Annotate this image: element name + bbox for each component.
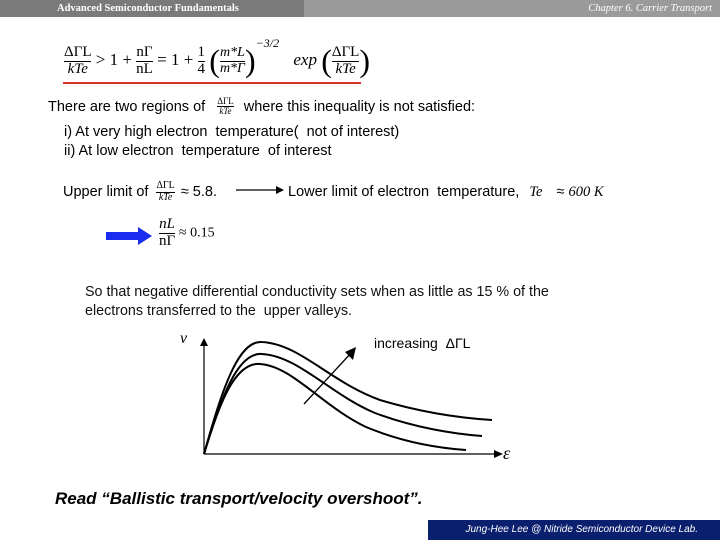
eq-equals: = [157,50,167,69]
graph-x-label: ε [503,443,511,463]
eq-exp: exp [293,50,317,69]
eq-gt: > [95,50,106,69]
eq-paren-close: ) [245,42,256,79]
eq-lhs-den: kTe [64,61,91,78]
upper-frac-den: kTe [156,192,174,204]
list-item-1: i) At very high electron temperature( not of interest) [64,124,400,140]
eq-rhs-num: ΔΓL [331,43,360,60]
list-item-2: ii) At low electron temperature of interest [64,143,332,159]
regions-fraction [217,97,234,117]
ratio-expression [159,217,215,250]
eq-paren-open: ( [209,42,220,79]
lower-limit-label: Lower limit of electron temperature, [288,184,520,200]
eq-n-gamma: nΓ [136,43,153,60]
eq-rhs-fraction [332,45,359,78]
eq-n-l: nL [136,60,153,77]
footer-lab-credit: Jung-Hee Lee @ Nitride Semiconductor Device Lab. [428,520,720,540]
ratio-value: ≈ 0.15 [178,225,215,241]
regions-frac-den: kTe [217,106,234,116]
regions-text-b: where this inequality is not satisfied: [243,98,476,115]
eq-m-l: m*L [220,44,245,60]
lower-limit-line [288,184,604,201]
eq-one-b: 1 [170,50,180,69]
header-chapter-title: Chapter 6. Carrier Transport [304,0,720,17]
te-symbol: Te [529,184,543,200]
ndc-paragraph-line-2: electrons transferred to the upper valleys. [85,303,353,319]
eq-paren-open-b: ( [321,42,332,79]
ratio-den: nΓ [159,232,176,249]
graph-x-arrow [494,450,503,458]
eq-m-gamma: m*Γ [219,60,246,76]
regions-text-a: There are two regions of [48,98,206,115]
upper-limit-value: ≈ 5.8. [180,183,217,200]
ratio-fraction [159,217,175,250]
regions-line [48,97,475,117]
eq-lhs-num: ΔΓL [64,43,92,60]
eq-exponent: −3/2 [255,36,280,50]
eq-plus-b: + [183,50,194,69]
upper-limit-fraction [156,181,174,203]
te-approx: ≈ [556,184,565,200]
eq-paren-close-b: ) [359,42,370,79]
upper-frac-num: ΔΓL [156,180,175,191]
upper-limit-line [63,181,217,203]
graph-y-arrow [200,338,208,346]
eq-coef-den: 4 [197,60,206,77]
graph-y-label: v [180,330,188,347]
eq-coef-num: 1 [197,43,206,60]
read-note: Read “Ballistic transport/velocity overshoot”. [55,489,423,508]
right-arrow-icon [236,184,284,196]
eq-lhs-fraction [64,45,91,78]
ratio-num: nL [159,216,175,232]
te-value: 600 K [568,184,604,200]
eq-plus: + [122,50,132,69]
ndc-paragraph-line-1: So that negative differential conductivity sets when as little as 15 % of the [85,284,549,300]
eq-one: 1 [109,50,119,69]
eq-rhs-den: kTe [332,61,359,78]
eq-density-fraction [136,45,153,78]
regions-frac-num: ΔΓL [217,96,234,106]
eq-mass-fraction [220,46,245,76]
graph-increasing-label: increasing ΔΓL [374,335,471,351]
eq-coef-fraction [198,45,206,78]
main-equation [64,36,370,80]
upper-limit-label: Upper limit of [63,183,149,200]
header-course-title: Advanced Semiconductor Fundamentals [0,0,304,17]
blue-arrow-icon [106,227,152,245]
equation-underline [63,82,361,84]
